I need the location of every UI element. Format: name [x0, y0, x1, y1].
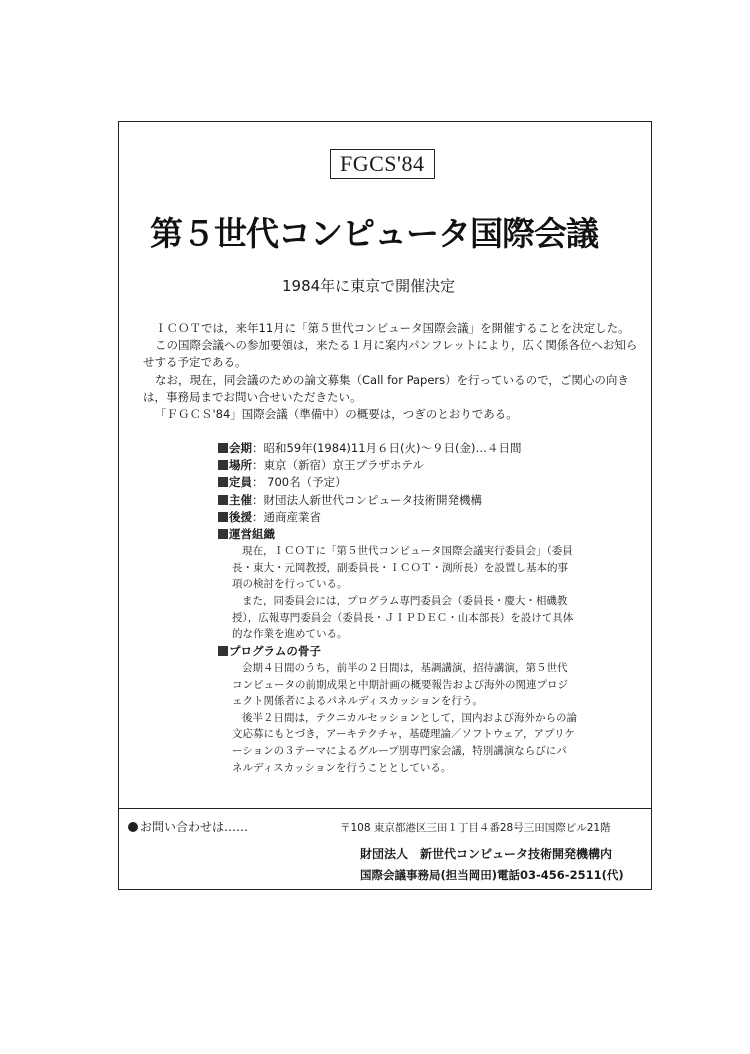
bullet-dot-icon: [128, 822, 138, 832]
contact-office: 国際会議事務局(担当岡田)電話03-456-2511(代): [360, 868, 624, 882]
event-badge: FGCS'84: [330, 149, 435, 179]
list-item: 主催：財団法人新世代コンピュータ技術開発機構: [218, 492, 598, 509]
square-bullet-icon: [218, 646, 228, 656]
list-item: 定員： 700名（予定）: [218, 474, 598, 491]
contact-label: お問い合わせは……: [128, 818, 248, 835]
section-heading-program: プログラムの骨子: [218, 643, 598, 660]
section-heading-organization: 運営組織: [218, 526, 598, 543]
organization-text: [232, 543, 577, 643]
contact-address: 〒108 東京都港区三田１丁目４番28号三田国際ビル21階: [340, 822, 611, 834]
program-paragraph: 後半２日間は，テクニカルセッションとして，国内および海外からの論文応募にもとづき，アーキテクチャ，基礎理論／ソフトウェア，アプリケーションの３テーマによるグループ別専門家会議，特別講演ならびにパネルディスカッションを行うこととしている。: [232, 711, 577, 774]
organization-paragraph: また，同委員会には，プログラム専門委員会（委員長・慶大・相磯教授），広報専門委員会（委員長・ＪＩＰＤＥＣ・山本部長）を設けて具体的な作業を進めている。: [232, 595, 574, 641]
page-title: 第５世代コンピュータ国際会議: [150, 214, 598, 253]
square-bullet-icon: [218, 443, 228, 453]
list-item: 会期：昭和59年(1984)11月６日(火)～９日(金)…４日間: [218, 440, 598, 457]
square-bullet-icon: [218, 477, 228, 487]
intro-section: [143, 320, 643, 423]
intro-paragraph: この国際会議への参加要領は，来たる１月に案内パンフレットにより，広く関係各位へお知らせする予定である。: [143, 338, 638, 370]
list-item: 場所：東京（新宿）京王プラザホテル: [218, 457, 598, 474]
contact-organization: 財団法人 新世代コンピュータ技術開発機構内: [360, 847, 613, 861]
intro-paragraph: なお，現在，同会議のための論文募集（Call for Papers）を行っているので，ご関心の向きは，事務局までお問い合せいただきたい。: [143, 372, 629, 404]
overview-list: [218, 440, 598, 776]
square-bullet-icon: [218, 460, 228, 470]
square-bullet-icon: [218, 512, 228, 522]
intro-paragraph: 「ＦＧＣＳ'84」国際会議（準備中）の概要は，つぎのとおりである。: [155, 407, 518, 422]
list-item: 後援：通商産業省: [218, 509, 598, 526]
program-text: [232, 660, 577, 776]
page-subtitle: 1984年に東京で開催決定: [282, 277, 456, 295]
footer-divider: [118, 808, 652, 809]
program-paragraph: 会期４日間のうち，前半の２日間は，基調講演，招待講演，第５世代コンピュータの前期成果と中期計画の概要報告および海外の関連プロジェクト関係者によるパネルディスカッションを行う。: [232, 661, 568, 708]
intro-paragraph: ＩＣＯＴでは，来年11月に「第５世代コンピュータ国際会議」を開催することを決定した。: [155, 321, 630, 335]
square-bullet-icon: [218, 529, 228, 539]
square-bullet-icon: [218, 495, 228, 505]
organization-paragraph: 現在，ＩＣＯＴに「第５世代コンピュータ国際会議実行委員会」（委員長・東大・元岡教授，副委員長・ＩＣＯＴ・渕所長）を設置し基本的事項の検討を行っている。: [232, 545, 573, 591]
